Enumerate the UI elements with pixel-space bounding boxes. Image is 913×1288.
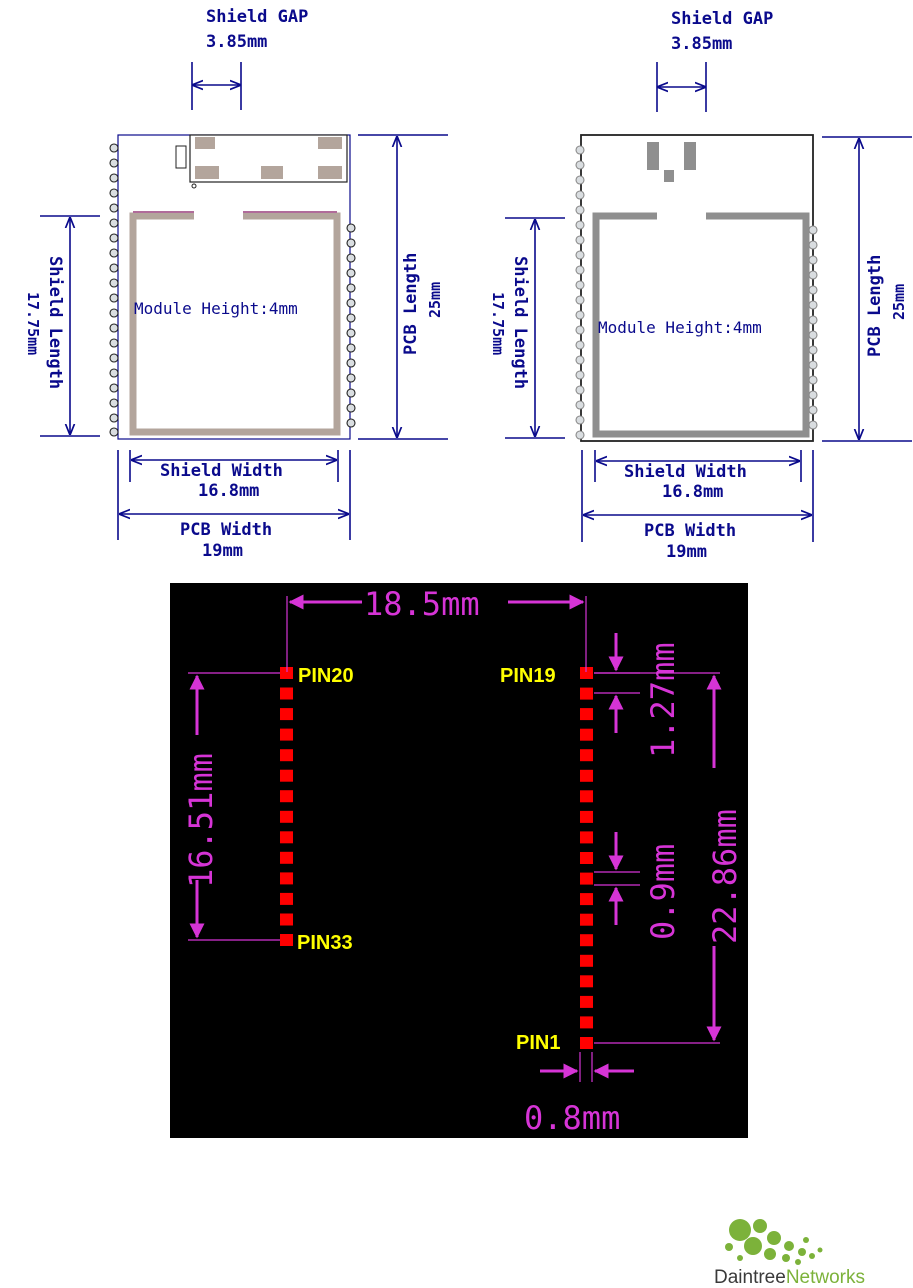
right-column-pad [580,996,593,1008]
right-column-pad [580,729,593,741]
right-column-pad [580,914,593,926]
fp-width-dim: 18.5mm [364,585,480,623]
left-column-pad [280,852,293,864]
logo-text-daintree: Daintree [714,1267,786,1288]
right-column-pad [580,955,593,967]
right-pcb-outline [581,135,813,441]
left-column-pad [280,708,293,720]
right-column-pad [580,852,593,864]
fp-padl-dim: 0.8mm [524,1099,621,1137]
right-shield-gap-value: 3.85mm [671,34,733,54]
right-shield-gap-label: Shield GAP [671,9,774,29]
right-pcb-length-label: PCB Length [865,254,885,357]
left-column-pad [280,893,293,905]
right-column-pad [580,873,593,885]
left-column-pad [280,934,293,946]
pin1-label: PIN1 [516,1032,561,1054]
right-column-pad [580,934,593,946]
right-column-pad [580,975,593,987]
logo-text [714,1267,865,1288]
left-column-pad [280,790,293,802]
right-column-pad [580,790,593,802]
left-column-pad [280,872,293,884]
left-pcb-length-label: PCB Length [401,252,421,355]
right-column-pad [580,1037,593,1049]
left-castellations-left [110,144,118,436]
left-module-height: Module Height:4mm [134,299,298,318]
left-column-pad [280,831,293,843]
left-column-pad [280,770,293,782]
left-column-pad [280,688,293,700]
left-pcb-width-value: 19mm [202,541,243,561]
logo-dots-icon [725,1219,823,1265]
left-module [24,7,448,561]
right-column-pad [580,708,593,720]
pin20-label: PIN20 [298,665,354,687]
daintree-logo [714,1219,865,1288]
pin19-label: PIN19 [500,665,556,687]
right-column-pad [580,831,593,843]
left-pcb-length-value: 25mm [426,281,444,318]
right-column-pad [580,1016,593,1028]
logo-text-networks: Networks [785,1267,866,1288]
right-pcb-width-label: PCB Width [644,521,737,541]
left-shield-gap-label: Shield GAP [206,7,309,27]
left-shield-length-value: 17.75mm [24,292,42,356]
right-column-pad [580,749,593,761]
right-pcb-width-value: 19mm [666,542,707,562]
right-column-pad [580,770,593,782]
left-shield-gap-value: 3.85mm [206,32,268,52]
pin33-label: PIN33 [297,932,353,954]
left-pcb-width-label: PCB Width [180,520,273,540]
right-shield-width-value: 16.8mm [662,482,724,502]
left-shield-width-label: Shield Width [160,461,283,481]
left-column-pad [280,914,293,926]
right-shield-length-label: Shield Length [510,256,530,390]
right-module [489,9,912,562]
left-column-pad [280,729,293,741]
right-column-pad [580,688,593,700]
fp-right-span-dim: 22.86mm [706,809,744,944]
left-column-pad [280,749,293,761]
left-chip-marker [176,146,186,168]
right-pcb-length-value: 25mm [890,283,908,320]
right-column-pad [580,893,593,905]
left-column-pad [280,811,293,823]
right-module-height: Module Height:4mm [598,318,762,337]
right-column-pad [580,811,593,823]
left-shield-width-value: 16.8mm [198,481,260,501]
fp-pitch-dim: 1.27mm [644,642,682,758]
fp-padw-dim: 0.9mm [644,843,682,940]
footprint-panel [170,583,748,1138]
right-shield-length-value: 17.75mm [489,292,507,356]
fp-left-span-dim: 16.51mm [182,753,220,888]
left-shield-length-label: Shield Length [45,256,65,390]
right-shield-width-label: Shield Width [624,462,747,482]
